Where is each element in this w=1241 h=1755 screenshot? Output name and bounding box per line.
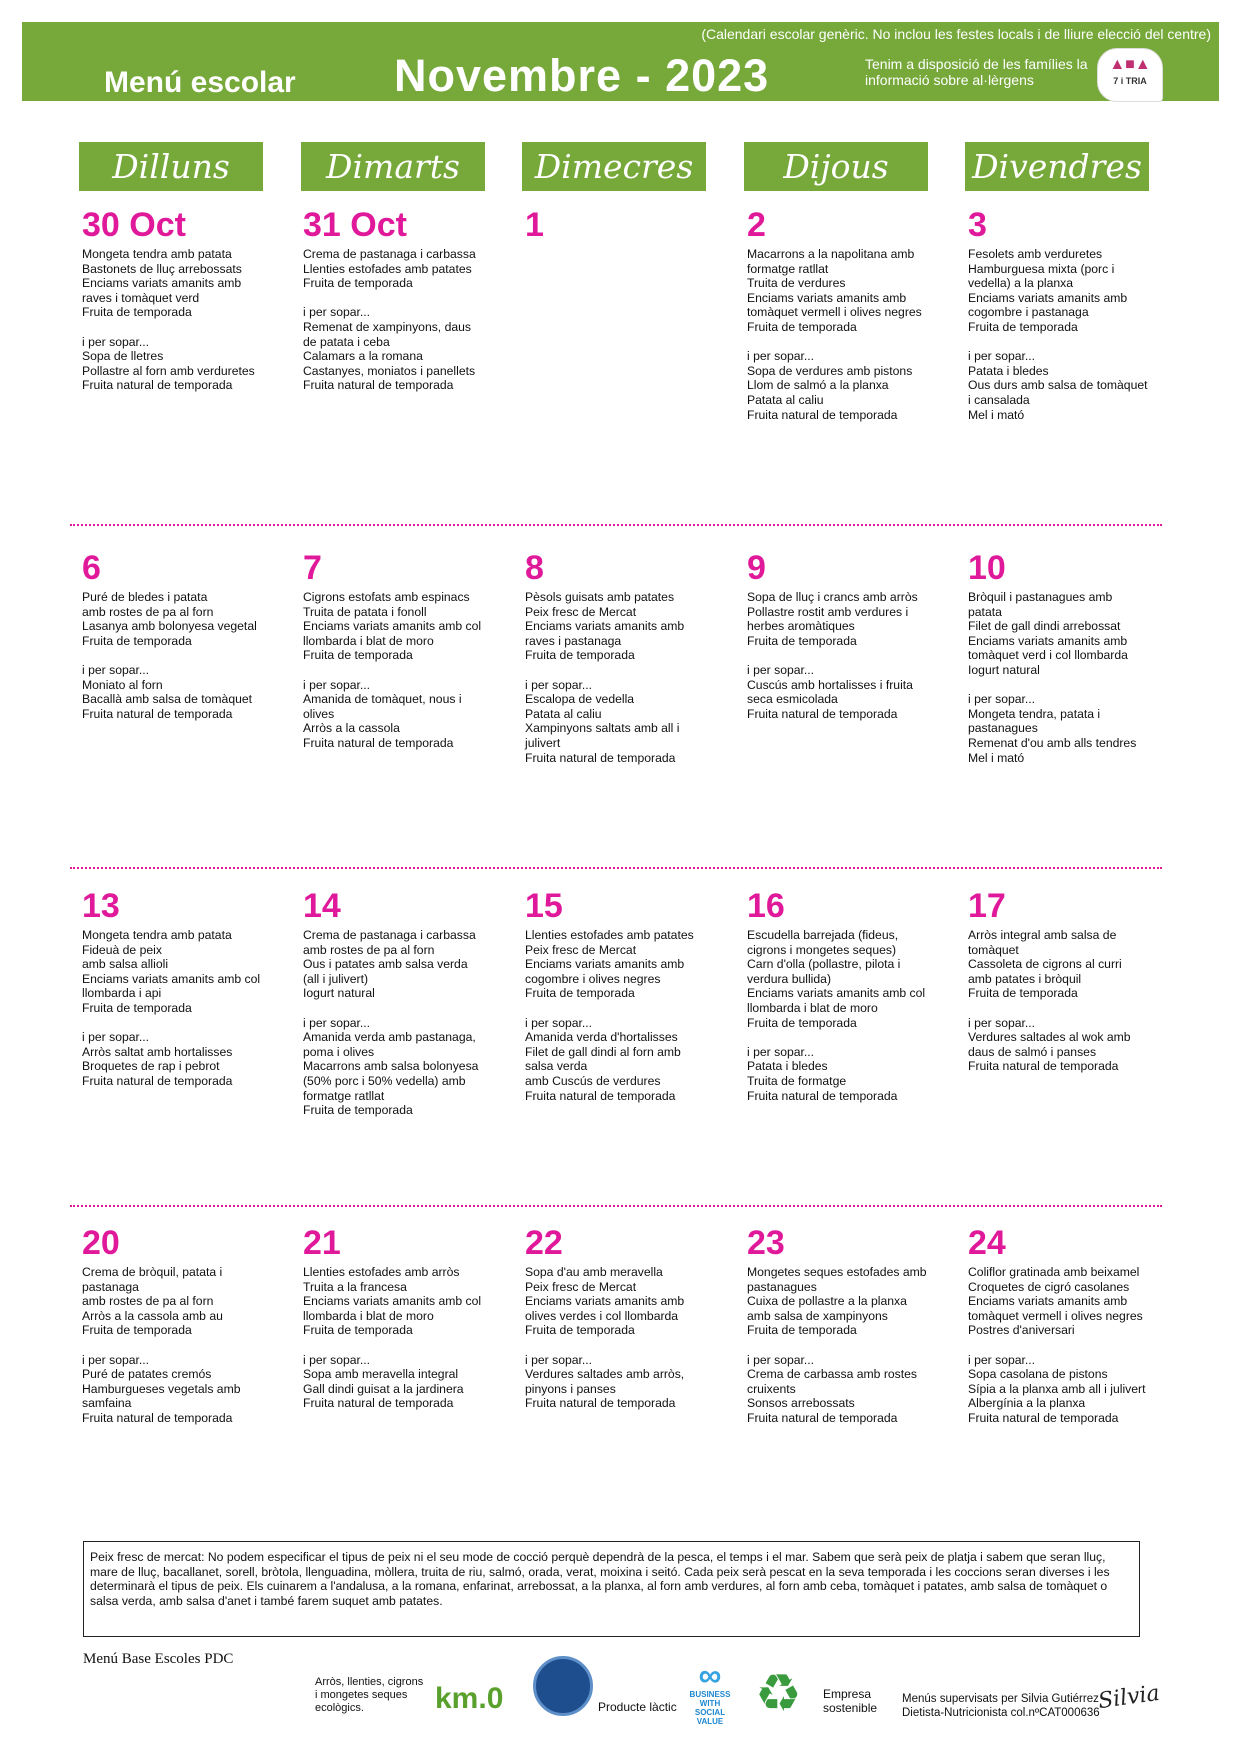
meal-item: formatge ratllat (747, 261, 829, 276)
day-cell (968, 205, 1168, 422)
spacer (525, 663, 725, 678)
spacer (303, 663, 503, 678)
meal-item: Puré de patates cremós (82, 1367, 212, 1382)
meal-item: i per sopar... (303, 1352, 371, 1367)
meal-item: Arròs a la cassola amb au (82, 1308, 223, 1323)
business-social-value-logo: ∞ BUSINESS WITH SOCIAL VALUE (682, 1660, 738, 1726)
menu-title: Menú escolar (104, 66, 296, 99)
meal-item: poma i olives (303, 1044, 375, 1059)
meal-item: llombarda i api (82, 986, 162, 1001)
meal-item: Verdures saltades al wok amb (968, 1030, 1131, 1045)
day-cell (82, 548, 282, 721)
week-separator (70, 1205, 1162, 1207)
meal-item: Ous durs amb salsa de tomàquet (968, 378, 1148, 393)
fresh-fish-note: Peix fresc de mercat: No podem especificar el tipus de peix ni el seu mode de cocció perquè dependrà de la pesca, el temps i el mar. Sabem que serà peix de platja i sabem que seran lluç, mare de lluç, bacallanet, sorell, bròtola, llenguadina, mòllera, truita de riu, salmó, orada, verat, moixina i seitó. Cada peix serà pescat en la seva temporada i les coccions seran diverses i les determinarà el tipus de peix. Els cuinarem a l'andalusa, a la romana, enfarinat, arrebossat, a la planxa, al forn amb verdures, al forn amb ceba, tomàquet i patates, amb salsa de tomàquet o salsa verda, amb salsa d'anet i també farem suquet amb patates. (83, 1541, 1140, 1637)
day-number: 8 (525, 549, 544, 587)
signature: Silvia (1096, 1680, 1162, 1715)
meal-item: Fruita de temporada (303, 1323, 413, 1338)
meal-item: Xampinyons saltats amb all i (525, 721, 680, 736)
infinity-icon: ∞ (698, 1657, 722, 1693)
meal-item: Cassoleta de cigrons al curri (968, 957, 1122, 972)
header-banner (22, 22, 1219, 101)
day-number: 31 Oct (303, 206, 407, 244)
day-number: 6 (82, 549, 101, 587)
meal-item: Patata al caliu (525, 706, 602, 721)
meal-item: Sopa amb meravella integral (303, 1367, 459, 1382)
day-cell (968, 548, 1168, 765)
meal-item: Sopa d'au amb meravella (525, 1265, 663, 1279)
meal-item: amb salsa allioli (82, 957, 169, 972)
meal-item: Lasanya amb bolonyesa vegetal (82, 619, 257, 634)
meal-item: Postres d'aniversari (968, 1323, 1075, 1338)
meal-item: Peix fresc de Mercat (525, 604, 637, 619)
spacer (303, 291, 503, 306)
meal-item: Ous i patates amb salsa verda (303, 957, 468, 972)
dayhead-dimarts: Dimarts (301, 142, 485, 191)
meal-item: Fesolets amb verduretes (968, 247, 1103, 261)
meal-item: Llom de salmó a la planxa (747, 378, 889, 393)
meal-item: Fruita natural de temporada (968, 1059, 1119, 1074)
meal-item: pastanaga (82, 1279, 139, 1294)
meal-item: Gall dindi guisat a la jardinera (303, 1381, 464, 1396)
meal-item: Peix fresc de Mercat (525, 942, 637, 957)
meal-item: Arròs a la cassola (303, 721, 400, 736)
spacer (747, 1030, 947, 1045)
meal-item: amb rostes de pa al forn (82, 1294, 214, 1309)
day-cell (525, 205, 725, 247)
meal-item: Mongeta tendra, patata i (968, 706, 1101, 721)
spacer (303, 1001, 503, 1016)
meal-item: Patata al caliu (747, 392, 824, 407)
meal-item: Fruita de temporada (747, 1323, 857, 1338)
day-number: 2 (747, 206, 766, 244)
meal-item: i per sopar... (303, 1015, 371, 1030)
meal-item: pastanagues (968, 721, 1038, 736)
meal-item: Puré de bledes i patata (82, 590, 208, 604)
allergens-info: Tenim a disposició de les famílies la informació sobre al·lèrgens (865, 56, 1088, 88)
meal-item: Croquetes de cigró casolanes (968, 1279, 1130, 1294)
meal-item: Fruita de temporada (968, 986, 1078, 1001)
meal-item: Crema de pastanaga i carbassa (303, 247, 476, 261)
day-number: 24 (968, 1224, 1006, 1262)
meal-item: i per sopar... (747, 1044, 815, 1059)
7-i-tria-logo: ▲■▲ 7 i TRIA (1097, 48, 1163, 102)
day-cell (968, 886, 1168, 1074)
meal-item: Fruita de temporada (525, 1323, 635, 1338)
meal-item: Remenat d'ou amb alls tendres (968, 735, 1137, 750)
month-title: Novembre - 2023 (394, 50, 770, 101)
day-number: 9 (747, 549, 766, 587)
meal-item: Fruita de temporada (303, 648, 413, 663)
meal-item: cogombre i pastanaga (968, 305, 1089, 320)
day-number: 30 Oct (82, 206, 186, 244)
spacer (82, 320, 282, 335)
spacer (968, 335, 1168, 350)
meal-item: amb rostes de pa al forn (82, 604, 214, 619)
day-number: 20 (82, 1224, 120, 1262)
meal-item: Fruita de temporada (525, 648, 635, 663)
nutritionist-supervision: Menús supervisats per Silvia Gutiérrez Dietista-Nutricionista col.nºCAT000636 (902, 1693, 1100, 1719)
meal-item: amb patates i bròquil (968, 971, 1082, 986)
meal-item: vedella) a la planxa (968, 276, 1074, 291)
meal-item: Pollastre al forn amb verduretes (82, 363, 255, 378)
meal-item: Fruita de temporada (968, 319, 1078, 334)
meal-item: Enciams variats amanits amb col (82, 971, 261, 986)
meal-item: i per sopar... (968, 692, 1036, 707)
meal-item: Hamburguesa mixta (porc i (968, 261, 1115, 276)
birds-icon: ▲■▲ (1109, 56, 1151, 73)
meal-item: julivert (525, 735, 561, 750)
spacer (747, 335, 947, 350)
meal-item: Fideuà de peix (82, 942, 162, 957)
meal-item: Fruita de temporada (82, 1000, 192, 1015)
meal-item: Fruita natural de temporada (82, 378, 233, 393)
meal-item: Calamars a la romana (303, 349, 423, 364)
meal-item: Fruita natural de temporada (747, 1088, 898, 1103)
meal-item: Truita de patata i fonoll (303, 604, 427, 619)
meal-item: Fruita de temporada (82, 633, 192, 648)
meal-item: samfaina (82, 1396, 132, 1411)
meal-item: Sípia a la planxa amb all i julivert (968, 1381, 1146, 1396)
meal-item: i per sopar... (968, 349, 1036, 364)
day-cell (303, 548, 503, 751)
meal-item: Enciams variats amanits amb (968, 290, 1128, 305)
km0-logo: km.0 (435, 1682, 504, 1715)
meal-item: i per sopar... (747, 349, 815, 364)
meal-item: i per sopar... (968, 1015, 1036, 1030)
meal-item: (all i julivert) (303, 971, 369, 986)
day-cell (303, 205, 503, 393)
dayhead-divendres: Divendres (965, 142, 1149, 191)
meal-item: Arròs saltat amb hortalisses (82, 1044, 233, 1059)
meal-item: salsa verda (525, 1059, 588, 1074)
meal-item: verdura bullida) (747, 971, 832, 986)
meal-item: Llenties estofades amb arròs (303, 1265, 460, 1279)
meal-item: Iogurt natural (968, 662, 1040, 677)
spacer (82, 648, 282, 663)
meal-item: Iogurt natural (303, 986, 375, 1001)
meal-item: Fruita de temporada (747, 319, 857, 334)
sustainable-company-label: Empresa sostenible (823, 1687, 878, 1715)
meal-item: Sopa de lletres (82, 349, 164, 364)
day-cell (747, 886, 947, 1103)
meal-item: cruixents (747, 1381, 796, 1396)
meal-item: Arròs integral amb salsa de (968, 928, 1117, 942)
day-cell (303, 886, 503, 1118)
meal-item: Enciams variats amanits amb col (303, 619, 482, 634)
week-separator (70, 867, 1162, 869)
meal-item: Llenties estofades amb patates (303, 261, 472, 276)
meal-item: Patata i bledes (968, 363, 1049, 378)
meal-item: Amanida verda amb pastanaga, (303, 1030, 476, 1045)
meal-item: Sonsos arrebossats (747, 1396, 855, 1411)
meal-item: Fruita natural de temporada (747, 706, 898, 721)
meal-item: Mongetes seques estofades amb (747, 1265, 927, 1279)
meal-item: Enciams variats amanits amb col (303, 1294, 482, 1309)
meal-item: i per sopar... (525, 677, 593, 692)
day-cell (525, 1223, 725, 1411)
lactic-label: Producte làctic (598, 1700, 677, 1714)
recycle-icon: ♻ (755, 1665, 802, 1723)
day-cell (525, 548, 725, 765)
meal-item: i per sopar... (303, 305, 371, 320)
meal-item: i per sopar... (82, 1352, 150, 1367)
day-cell (525, 886, 725, 1103)
meal-item: Enciams variats amanits amb (747, 290, 907, 305)
day-number: 17 (968, 887, 1006, 925)
meal-item: Mongeta tendra amb patata (82, 928, 232, 942)
meal-item: tomàquet vermell i olives negres (968, 1308, 1143, 1323)
meal-item: Mel i mató (968, 750, 1025, 765)
meal-item: Macarrons a la napolitana amb (747, 247, 915, 261)
spacer (968, 678, 1168, 693)
meal-item: tomàquet (968, 942, 1019, 957)
spacer (82, 1016, 282, 1031)
meal-item: Escalopa de vedella (525, 692, 635, 707)
meal-item: i per sopar... (747, 1352, 815, 1367)
meal-item: Enciams variats amanits amb (82, 276, 242, 291)
meal-item: Fruita natural de temporada (82, 706, 233, 721)
day-cell (968, 1223, 1168, 1426)
day-number: 16 (747, 887, 785, 925)
ecological-note: Arròs, llenties, cigrons i mongetes seques ecològics. (315, 1676, 424, 1714)
meal-item: Enciams variats amanits amb (968, 1294, 1128, 1309)
dayhead-dimecres: Dimecres (522, 142, 706, 191)
meal-item: Sopa de verdures amb pistons (747, 363, 913, 378)
meal-item: Coliflor gratinada amb beixamel (968, 1265, 1140, 1279)
meal-item: i per sopar... (968, 1352, 1036, 1367)
spacer (747, 1338, 947, 1353)
day-number: 21 (303, 1224, 341, 1262)
spacer (303, 1338, 503, 1353)
day-cell (303, 1223, 503, 1411)
la-fageda-logo (533, 1656, 593, 1716)
meal-item: olives verdes i col llombarda (525, 1308, 679, 1323)
meal-item: Enciams variats amanits amb (968, 633, 1128, 648)
meal-item: tomàquet verd i col llombarda (968, 648, 1128, 663)
meal-item: cigrons i mongetes seques) (747, 942, 897, 957)
day-cell (82, 1223, 282, 1426)
meal-item: Fruita natural de temporada (303, 1396, 454, 1411)
meal-item: i per sopar... (525, 1015, 593, 1030)
meal-item: Enciams variats amanits amb (525, 957, 685, 972)
meal-item: Mel i mató (968, 407, 1025, 422)
meal-item: Enciams variats amanits amb (525, 619, 685, 634)
meal-item: Fruita de temporada (303, 276, 413, 291)
meal-item: Albergínia a la planxa (968, 1396, 1086, 1411)
meal-item: llombarda i blat de moro (303, 633, 434, 648)
meal-item: Remenat de xampinyons, daus (303, 319, 472, 334)
meal-item: Fruita natural de temporada (525, 750, 676, 765)
meal-item: patata (968, 604, 1002, 619)
day-cell (747, 1223, 947, 1426)
meal-item: tomàquet vermell i olives negres (747, 305, 922, 320)
meal-item: Patata i bledes (747, 1059, 828, 1074)
day-number: 23 (747, 1224, 785, 1262)
spacer (968, 1001, 1168, 1016)
meal-item: Amanida de tomàquet, nous i (303, 692, 462, 707)
meal-item: Llenties estofades amb patates (525, 928, 694, 942)
meal-item: Sopa de lluç i crancs amb arròs (747, 590, 918, 604)
meal-item: Truita de verdures (747, 276, 846, 291)
meal-item: llombarda i blat de moro (303, 1308, 434, 1323)
day-cell (747, 205, 947, 422)
day-number: 22 (525, 1224, 563, 1262)
meal-item: i per sopar... (82, 334, 150, 349)
meal-item: Fruita de temporada (303, 1103, 413, 1118)
day-number: 14 (303, 887, 341, 925)
meal-item: Enciams variats amanits amb (525, 1294, 685, 1309)
meal-item: formatge ratllat (303, 1088, 385, 1103)
day-number: 7 (303, 549, 322, 587)
meal-item: Castanyes, moniatos i panellets (303, 363, 476, 378)
day-number: 10 (968, 549, 1006, 587)
menu-base-label: Menú Base Escoles PDC (83, 1651, 234, 1667)
meal-item: Filet de gall dindi al forn amb (525, 1044, 681, 1059)
meal-item: Bastonets de lluç arrebossats (82, 261, 242, 276)
day-number: 15 (525, 887, 563, 925)
meal-item: Truita a la francesa (303, 1279, 407, 1294)
meal-item: raves i pastanaga (525, 633, 622, 648)
meal-item: Fruita natural de temporada (82, 1410, 233, 1425)
spacer (525, 1001, 725, 1016)
meal-item: raves i tomàquet verd (82, 290, 200, 305)
spacer (968, 1338, 1168, 1353)
spacer (82, 1338, 282, 1353)
day-cell (747, 548, 947, 721)
meal-item: Fruita de temporada (747, 633, 857, 648)
meal-item: cogombre i olives negres (525, 971, 661, 986)
meal-item: Carn d'olla (pollastre, pilota i (747, 957, 901, 972)
meal-item: pastanagues (747, 1279, 817, 1294)
meal-item: (50% porc i 50% vedella) amb (303, 1073, 466, 1088)
meal-item: Verdures saltades amb arròs, (525, 1367, 685, 1382)
week-separator (70, 524, 1162, 526)
meal-item: Peix fresc de Mercat (525, 1279, 637, 1294)
meal-item: Cigrons estofats amb espinacs (303, 590, 470, 604)
meal-item: Fruita natural de temporada (303, 735, 454, 750)
meal-item: Crema de pastanaga i carbassa (303, 928, 476, 942)
day-number: 3 (968, 206, 987, 244)
meal-item: Macarrons amb salsa bolonyesa (303, 1059, 479, 1074)
meal-item: Amanida verda d'hortalisses (525, 1030, 678, 1045)
meal-item: de patata i ceba (303, 334, 390, 349)
meal-item: amb salsa de xampinyons (747, 1308, 888, 1323)
meal-item: i per sopar... (82, 662, 150, 677)
meal-item: Fruita natural de temporada (525, 1396, 676, 1411)
meal-item: i per sopar... (82, 1030, 150, 1045)
meal-item: Pèsols guisats amb patates (525, 590, 675, 604)
meal-item: llombarda i blat de moro (747, 1000, 878, 1015)
meal-item: Mongeta tendra amb patata (82, 247, 232, 261)
meal-item: Filet de gall dindi arrebossat (968, 619, 1121, 634)
meal-item: Bròquil i pastanagues amb (968, 590, 1113, 604)
spacer (747, 648, 947, 663)
spacer (525, 1338, 725, 1353)
meal-item: Fruita de temporada (82, 305, 192, 320)
meal-item: Fruita natural de temporada (747, 1410, 898, 1425)
meal-item: Escudella barrejada (fideus, (747, 928, 899, 942)
meal-item: Pollastre rostit amb verdures i (747, 604, 909, 619)
dayhead-dijous: Dijous (744, 142, 928, 191)
meal-item: Sopa casolana de pistons (968, 1367, 1108, 1382)
meal-item: i cansalada (968, 392, 1030, 407)
meal-item: olives (303, 706, 335, 721)
meal-item: pinyons i panses (525, 1381, 616, 1396)
day-number: 1 (525, 206, 544, 244)
meal-item: amb Cuscús de verdures (525, 1073, 661, 1088)
meal-item: Truita de formatge (747, 1073, 847, 1088)
meal-item: Fruita de temporada (82, 1323, 192, 1338)
meal-item: seca esmicolada (747, 692, 838, 707)
meal-item: i per sopar... (303, 677, 371, 692)
meal-item: Crema de carbassa amb rostes (747, 1367, 918, 1382)
meal-item: daus de salmó i panses (968, 1044, 1097, 1059)
calendar-note: (Calendari escolar genèric. No inclou les festes locals i de lliure elecció del centre) (701, 26, 1211, 42)
day-cell (82, 205, 282, 393)
meal-item: Broquetes de rap i pebrot (82, 1059, 220, 1074)
meal-item: Cuixa de pollastre a la planxa (747, 1294, 907, 1309)
meal-item: Hamburgueses vegetals amb (82, 1381, 241, 1396)
meal-item: herbes aromàtiques (747, 619, 855, 634)
meal-item: Moniato al forn (82, 677, 163, 692)
meal-item: Fruita de temporada (747, 1015, 857, 1030)
day-number: 13 (82, 887, 120, 925)
meal-item: Fruita natural de temporada (303, 378, 454, 393)
meal-item: Fruita natural de temporada (525, 1088, 676, 1103)
day-cell (82, 886, 282, 1089)
meal-item: Enciams variats amanits amb col (747, 986, 926, 1001)
meal-item: Fruita natural de temporada (968, 1410, 1119, 1425)
meal-item: i per sopar... (747, 662, 815, 677)
meal-item: amb rostes de pa al forn (303, 942, 435, 957)
meal-item: Crema de bròquil, patata i (82, 1265, 223, 1279)
meal-item: Fruita natural de temporada (82, 1073, 233, 1088)
meal-item: Fruita natural de temporada (747, 407, 898, 422)
meal-item: Cuscús amb hortalisses i fruita (747, 677, 913, 692)
meal-item: i per sopar... (525, 1352, 593, 1367)
meal-item: Fruita de temporada (525, 986, 635, 1001)
dayhead-dilluns: Dilluns (79, 142, 263, 191)
meal-item: Bacallà amb salsa de tomàquet (82, 692, 253, 707)
